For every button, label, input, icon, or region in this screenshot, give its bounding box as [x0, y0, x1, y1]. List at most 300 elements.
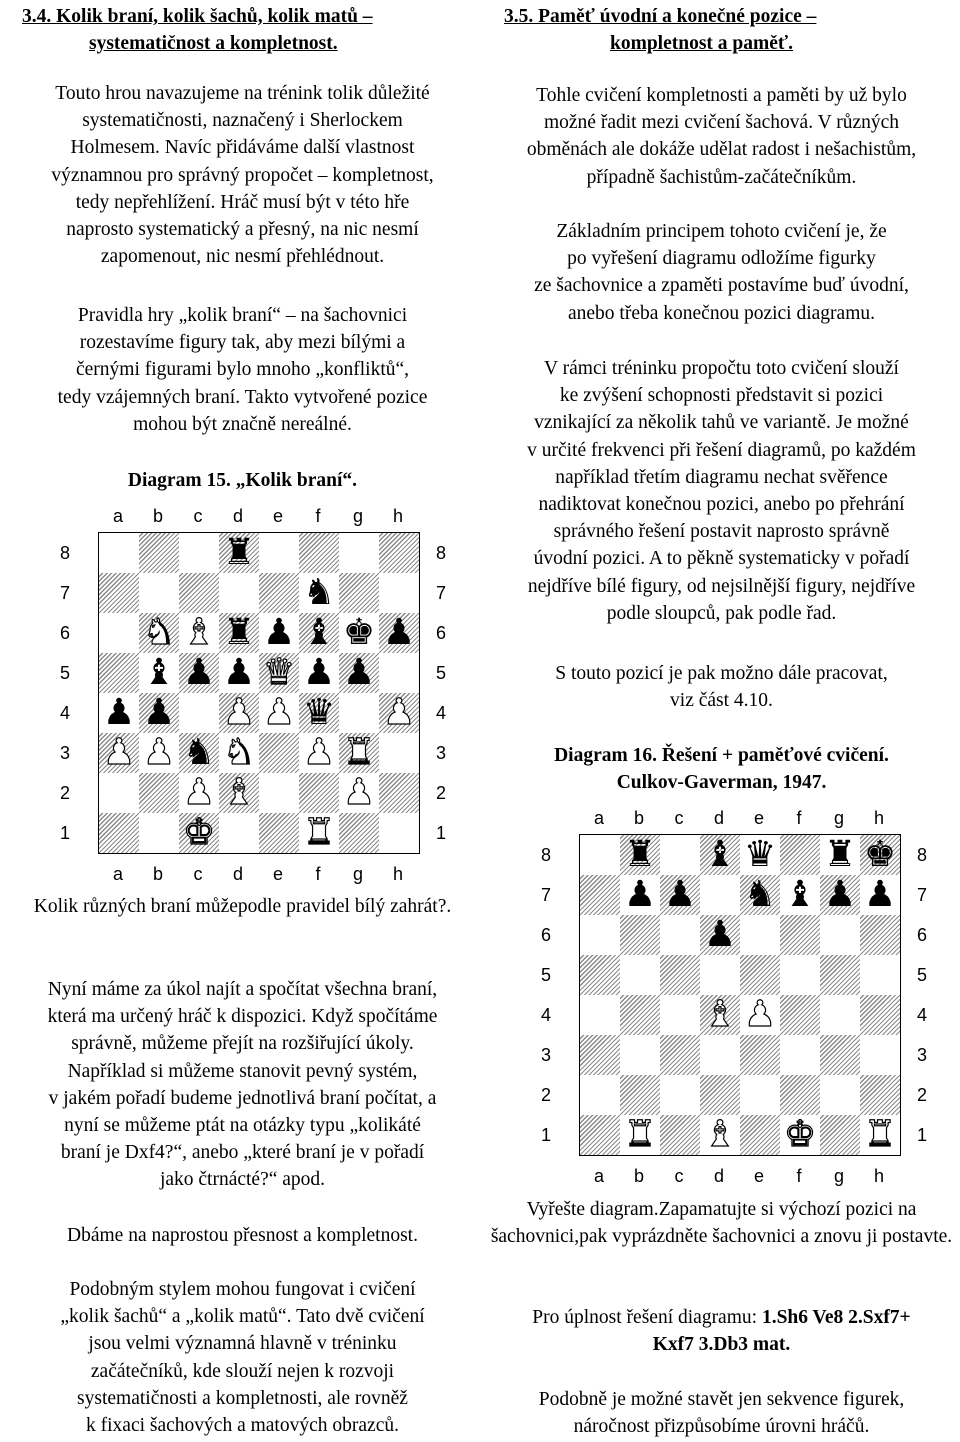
file-label: h	[873, 1166, 884, 1186]
rank-label: 8	[917, 844, 928, 865]
square-c7	[660, 875, 700, 915]
square-h2	[379, 773, 419, 813]
square-a2	[580, 1075, 620, 1115]
diagram-16-caption	[483, 1196, 960, 1250]
text-line: nadiktovat konečnou pozici, anebo po přehrání	[538, 494, 905, 516]
square-g3	[820, 1035, 860, 1075]
text-line: podle sloupců, pak podle řad.	[606, 602, 837, 624]
left-paragraph-3	[0, 976, 485, 1194]
chessboard-grid	[579, 834, 901, 1156]
black-bishop-icon: ♝	[783, 874, 817, 915]
text-line: Holmesem. Navíc přidáváme další vlastnost	[70, 137, 415, 159]
white-rook-icon: ♜	[342, 732, 376, 773]
heading-line: 3.4. Kolik braní, kolik šachů, kolik matů –	[22, 6, 373, 27]
square-f7	[299, 573, 339, 613]
text-line: systematičnosti, naznačený i Sherlockem	[82, 110, 403, 132]
black-pawn-icon: ♟	[703, 914, 737, 955]
rank-label: 5	[541, 964, 552, 985]
rank-label: 2	[436, 782, 447, 803]
rank-label: 3	[436, 742, 447, 763]
black-pawn-icon: ♟	[182, 652, 216, 693]
heading-line: 3.5. Paměť úvodní a konečné pozice –	[504, 6, 817, 27]
white-pawn-icon: ♟	[102, 732, 136, 773]
rank-label: 2	[60, 782, 71, 803]
white-pawn-icon: ♟	[262, 692, 296, 733]
file-label: a	[112, 864, 123, 884]
square-h4	[860, 995, 900, 1035]
square-g4	[339, 693, 379, 733]
square-d3	[700, 1035, 740, 1075]
square-g2	[339, 773, 379, 813]
rank-label: 7	[436, 582, 447, 603]
square-a3	[99, 733, 139, 773]
rank-label: 6	[436, 622, 447, 643]
black-knight-icon: ♞	[182, 732, 216, 773]
square-b1	[620, 1115, 660, 1155]
text-line: jsou velmi významná hlavně v tréninku	[88, 1333, 397, 1355]
rank-label: 4	[436, 702, 447, 723]
square-g1	[820, 1115, 860, 1155]
text-line: Tohle cvičení kompletnosti a paměti by už bylo	[536, 85, 907, 106]
black-bishop-icon: ♝	[302, 612, 336, 653]
square-a5	[99, 653, 139, 693]
text-line: nyní se můžeme ptát na otázky typu „kolikáté	[64, 1115, 421, 1137]
square-d6	[219, 613, 259, 653]
text-line: rozestavíme figury tak, aby mezi bílými a	[79, 332, 406, 354]
rank-label: 1	[436, 822, 447, 843]
square-c7	[179, 573, 219, 613]
file-label: c	[674, 1166, 684, 1186]
white-knight-icon: ♞	[142, 612, 176, 653]
rank-label: 6	[917, 924, 928, 945]
text-line: tedy nepřehlížení. Hráč musí být v této hře	[75, 191, 410, 213]
left-paragraph-5	[0, 1276, 485, 1439]
square-a8	[580, 835, 620, 875]
square-h3	[860, 1035, 900, 1075]
file-label: b	[152, 506, 163, 526]
text-line: černými figurami bylo mnoho „konfliktů“,	[75, 359, 410, 381]
square-h1	[860, 1115, 900, 1155]
square-d4	[700, 995, 740, 1035]
black-rook-icon: ♜	[222, 532, 256, 573]
rank-label: 2	[541, 1084, 552, 1105]
square-b7	[620, 875, 660, 915]
square-c1	[660, 1115, 700, 1155]
chessboard-grid	[98, 532, 420, 854]
text-line: Podobně je možné stavět jen sekvence figurek,	[538, 1389, 905, 1410]
square-e1	[259, 813, 299, 853]
black-pawn-icon: ♟	[262, 612, 296, 653]
rank-label: 8	[541, 844, 552, 865]
diagram-16-title-line: Diagram 16. Řešení + paměťové cvičení.	[554, 745, 889, 766]
white-bishop-icon: ♝	[222, 772, 256, 813]
black-king-icon: ♚	[342, 612, 376, 653]
white-bishop-icon: ♝	[182, 612, 216, 653]
rank-label: 5	[436, 662, 447, 683]
square-c1	[179, 813, 219, 853]
square-b4	[620, 995, 660, 1035]
rank-label: 4	[60, 702, 71, 723]
square-e1	[740, 1115, 780, 1155]
text-line: braní je Dxf4?“, anebo „které braní je v pořadí	[60, 1142, 425, 1164]
rank-label: 8	[436, 542, 447, 563]
file-label: b	[152, 864, 163, 884]
square-a7	[580, 875, 620, 915]
rank-label: 1	[60, 822, 71, 843]
text-line: významnou pro správný propočet – kompletnost,	[51, 164, 434, 186]
square-b5	[620, 955, 660, 995]
solution-moves-2: Kxf7 3.Db3 mat.	[652, 1334, 791, 1356]
square-e2	[740, 1075, 780, 1115]
square-b5	[139, 653, 179, 693]
square-d5	[219, 653, 259, 693]
file-labels-bottom	[579, 1166, 899, 1187]
file-label: h	[392, 506, 403, 526]
file-labels-top	[98, 506, 418, 527]
black-pawn-icon: ♟	[142, 692, 176, 733]
rank-label: 3	[917, 1044, 928, 1065]
square-e6	[740, 915, 780, 955]
square-a1	[580, 1115, 620, 1155]
square-b6	[139, 613, 179, 653]
right-paragraph-1	[483, 82, 960, 191]
white-pawn-icon: ♟	[743, 994, 777, 1035]
rank-label: 5	[917, 964, 928, 985]
black-queen-icon: ♛	[302, 692, 336, 733]
square-a4	[99, 693, 139, 733]
text-line: případně šachistům-začátečníkům.	[586, 166, 857, 188]
square-f8	[780, 835, 820, 875]
square-g2	[820, 1075, 860, 1115]
square-b3	[139, 733, 179, 773]
square-e3	[259, 733, 299, 773]
text-line: v určité frekvenci při řešení diagramů, po každém	[527, 439, 916, 461]
file-label: a	[112, 506, 123, 526]
square-a8	[99, 533, 139, 573]
square-f4	[299, 693, 339, 733]
square-h6	[860, 915, 900, 955]
square-f8	[299, 533, 339, 573]
square-e4	[259, 693, 299, 733]
square-c5	[660, 955, 700, 995]
rank-label: 3	[60, 742, 71, 763]
square-d2	[700, 1075, 740, 1115]
square-e8	[740, 835, 780, 875]
text-line: Například si můžeme stanovit pevný systém,	[67, 1060, 418, 1082]
white-pawn-icon: ♟	[222, 692, 256, 733]
file-label: d	[713, 808, 724, 828]
file-label: a	[593, 808, 604, 828]
text-line: ke zvýšení schopnosti představit si pozici	[559, 385, 884, 407]
rank-label: 1	[541, 1124, 552, 1145]
text-line: systematičnosti a kompletnosti, ale rovněž	[77, 1387, 408, 1409]
square-f1	[780, 1115, 820, 1155]
square-d8	[700, 835, 740, 875]
rank-label: 2	[917, 1084, 928, 1105]
left-paragraph-2	[0, 302, 485, 438]
white-pawn-icon: ♟	[342, 772, 376, 813]
black-queen-icon: ♛	[743, 834, 777, 875]
right-paragraph-4	[483, 660, 960, 714]
heading-line: kompletnost a paměť.	[610, 33, 793, 54]
square-c8	[179, 533, 219, 573]
square-g7	[339, 573, 379, 613]
square-g5	[820, 955, 860, 995]
black-rook-icon: ♜	[623, 834, 657, 875]
text-line: anebo třeba konečnou pozici diagramu.	[567, 302, 875, 324]
square-e7	[259, 573, 299, 613]
square-f1	[299, 813, 339, 853]
white-knight-icon: ♞	[222, 732, 256, 773]
square-a3	[580, 1035, 620, 1075]
file-labels-top	[579, 808, 899, 829]
square-b1	[139, 813, 179, 853]
square-b3	[620, 1035, 660, 1075]
square-g3	[339, 733, 379, 773]
text-line: obměnách ale dokáže udělat radost i nešachistům,	[526, 139, 917, 161]
black-knight-icon: ♞	[302, 572, 336, 613]
square-h8	[860, 835, 900, 875]
square-g6	[820, 915, 860, 955]
square-h5	[860, 955, 900, 995]
white-king-icon: ♚	[783, 1114, 817, 1155]
rank-label: 3	[541, 1044, 552, 1065]
white-pawn-icon: ♟	[302, 732, 336, 773]
square-c3	[179, 733, 219, 773]
file-label: h	[873, 808, 884, 828]
file-label: g	[833, 1166, 844, 1186]
left-paragraph-1	[0, 80, 485, 270]
black-rook-icon: ♜	[823, 834, 857, 875]
file-label: c	[193, 864, 203, 884]
text-line: Kolik různých braní může	[33, 896, 238, 917]
square-f5	[299, 653, 339, 693]
text-line: Nyní máme za úkol najít a spočítat všechna braní,	[47, 979, 438, 1000]
black-pawn-icon: ♟	[342, 652, 376, 693]
white-rook-icon: ♜	[302, 812, 336, 853]
file-label: a	[593, 1166, 604, 1186]
text-line: správně, můžeme přejít na rozšiřující úkoly.	[71, 1033, 414, 1055]
square-h3	[379, 733, 419, 773]
black-pawn-icon: ♟	[863, 874, 897, 915]
square-e5	[740, 955, 780, 995]
text-line: po vyřešení diagramu odložíme figurky	[567, 248, 876, 270]
square-c8	[660, 835, 700, 875]
square-d3	[219, 733, 259, 773]
square-f7	[780, 875, 820, 915]
file-label: f	[796, 808, 802, 828]
square-d1	[219, 813, 259, 853]
text-line: naprosto systematický a přesný, na nic nesmí	[66, 219, 419, 241]
square-a6	[580, 915, 620, 955]
square-e3	[740, 1035, 780, 1075]
file-label: e	[753, 808, 764, 828]
diagram-15-title: Diagram 15. „Kolik braní“.	[127, 470, 358, 491]
section-heading-3-4	[22, 3, 373, 57]
text-line: S touto pozicí je pak možno dále pracovat,	[555, 663, 888, 684]
file-label: f	[796, 1166, 802, 1186]
rank-label: 6	[60, 622, 71, 643]
file-label: e	[272, 864, 283, 884]
file-label: f	[315, 506, 321, 526]
square-c4	[179, 693, 219, 733]
text-line: Zapamatujte si výchozí pozici na šachovnici,	[490, 1199, 917, 1248]
rank-labels-left	[60, 533, 70, 853]
square-f4	[780, 995, 820, 1035]
right-paragraph-solution	[483, 1304, 960, 1358]
rank-labels-right	[436, 533, 446, 853]
text-line: která ma určený hráč k dispozici. Když spočítáme	[47, 1006, 438, 1028]
white-pawn-icon: ♟	[382, 692, 416, 733]
text-line: vznikající za několik tahů ve variantě. Je možné	[534, 412, 909, 434]
text-line: náročnost přizpůsobíme úrovni hráčů.	[573, 1416, 870, 1438]
square-b6	[620, 915, 660, 955]
text-line: ze šachovnice a zpaměti postavíme buď úvodní,	[534, 275, 909, 297]
square-b7	[139, 573, 179, 613]
white-bishop-icon: ♝	[703, 1114, 737, 1155]
square-b4	[139, 693, 179, 733]
rank-label: 7	[60, 582, 71, 603]
square-c3	[660, 1035, 700, 1075]
solution-prefix: Pro úplnost řešení diagramu:	[532, 1307, 762, 1328]
text-line: například třetím diagramu nechat svěřence	[555, 466, 888, 488]
file-label: f	[315, 864, 321, 884]
white-bishop-icon: ♝	[703, 994, 737, 1035]
right-paragraph-2	[483, 218, 960, 327]
rank-labels-left	[541, 835, 551, 1155]
black-bishop-icon: ♝	[142, 652, 176, 693]
square-e4	[740, 995, 780, 1035]
text-line: tedy vzájemných braní. Takto vytvořené pozice	[57, 386, 428, 408]
square-d4	[219, 693, 259, 733]
text-line: Dbáme na naprostou přesnost a kompletnost.	[67, 1225, 418, 1246]
square-a6	[99, 613, 139, 653]
text-line: jako čtrnácté?“ apod.	[159, 1169, 326, 1191]
square-h5	[379, 653, 419, 693]
square-e8	[259, 533, 299, 573]
file-label: b	[633, 1166, 644, 1186]
square-d5	[700, 955, 740, 995]
white-pawn-icon: ♟	[182, 772, 216, 813]
black-pawn-icon: ♟	[222, 652, 256, 693]
black-pawn-icon: ♟	[302, 652, 336, 693]
square-f6	[780, 915, 820, 955]
square-h8	[379, 533, 419, 573]
rank-label: 7	[541, 884, 552, 905]
text-line: Touto hrou navazujeme na trénink tolik důležité	[55, 83, 430, 104]
square-f2	[299, 773, 339, 813]
square-a5	[580, 955, 620, 995]
heading-line: systematičnost a kompletnost.	[89, 33, 338, 54]
file-label: g	[833, 808, 844, 828]
square-a2	[99, 773, 139, 813]
square-h1	[379, 813, 419, 853]
square-f2	[780, 1075, 820, 1115]
rank-label: 4	[541, 1004, 552, 1025]
square-a1	[99, 813, 139, 853]
square-f5	[780, 955, 820, 995]
text-line: Podobným stylem mohou fungovat i cvičení	[69, 1279, 416, 1300]
solution-line-1	[483, 1304, 960, 1331]
file-label: d	[232, 864, 243, 884]
file-label: d	[713, 1166, 724, 1186]
black-rook-icon: ♜	[222, 612, 256, 653]
white-queen-icon: ♛	[262, 652, 296, 693]
square-f3	[780, 1035, 820, 1075]
rank-label: 7	[917, 884, 928, 905]
square-f6	[299, 613, 339, 653]
square-g6	[339, 613, 379, 653]
text-line: správného řešení postavit naprosto správně	[553, 521, 890, 543]
square-a7	[99, 573, 139, 613]
rank-label: 5	[60, 662, 71, 683]
solution-moves-1: 1.Sh6 Ve8 2.Sxf7+	[761, 1307, 911, 1328]
diagram-16-title	[483, 742, 960, 796]
diagram-16-subtitle-line: Culkov-Gaverman, 1947.	[616, 772, 827, 794]
text-line: zapomenout, nic nesmí přehlédnout.	[100, 246, 385, 268]
square-h7	[860, 875, 900, 915]
square-e7	[740, 875, 780, 915]
file-label: g	[352, 506, 363, 526]
text-line: podle pravidel bílý zahrát?.	[237, 896, 452, 917]
text-line: začátečníků, kde slouží nejen k rozvoji	[90, 1360, 395, 1382]
white-rook-icon: ♜	[623, 1114, 657, 1155]
square-c6	[660, 915, 700, 955]
text-line: možné řadit mezi cvičení šachová. V různých	[543, 112, 900, 134]
square-g4	[820, 995, 860, 1035]
diagram-15-caption	[0, 893, 485, 920]
square-b8	[139, 533, 179, 573]
file-label: d	[232, 506, 243, 526]
text-line: viz část 4.10.	[670, 690, 773, 712]
file-label: e	[272, 506, 283, 526]
text-line: k fixaci šachových a matových obrazců.	[86, 1415, 399, 1437]
file-labels-bottom	[98, 864, 418, 885]
square-c6	[179, 613, 219, 653]
rank-labels-right	[917, 835, 927, 1155]
black-pawn-icon: ♟	[382, 612, 416, 653]
file-label: c	[193, 506, 203, 526]
square-d8	[219, 533, 259, 573]
rank-label: 1	[917, 1124, 928, 1145]
file-label: b	[633, 808, 644, 828]
section-heading-3-5	[504, 3, 816, 57]
square-d1	[700, 1115, 740, 1155]
white-king-icon: ♚	[182, 812, 216, 853]
text-line: v jakém pořadí budeme jednotlivá braní počítat, a	[48, 1087, 437, 1109]
left-paragraph-4	[0, 1222, 485, 1249]
square-h6	[379, 613, 419, 653]
square-d6	[700, 915, 740, 955]
white-rook-icon: ♜	[863, 1114, 897, 1155]
square-b2	[620, 1075, 660, 1115]
square-h2	[860, 1075, 900, 1115]
square-e2	[259, 773, 299, 813]
black-knight-icon: ♞	[743, 874, 777, 915]
file-label: e	[753, 1166, 764, 1186]
white-pawn-icon: ♟	[142, 732, 176, 773]
square-h7	[379, 573, 419, 613]
file-label: h	[392, 864, 403, 884]
square-g8	[820, 835, 860, 875]
text-line: Vyřešte diagram.	[526, 1199, 659, 1220]
square-g7	[820, 875, 860, 915]
square-d2	[219, 773, 259, 813]
right-paragraph-6	[483, 1386, 960, 1440]
file-label: g	[352, 864, 363, 884]
square-c5	[179, 653, 219, 693]
square-e6	[259, 613, 299, 653]
